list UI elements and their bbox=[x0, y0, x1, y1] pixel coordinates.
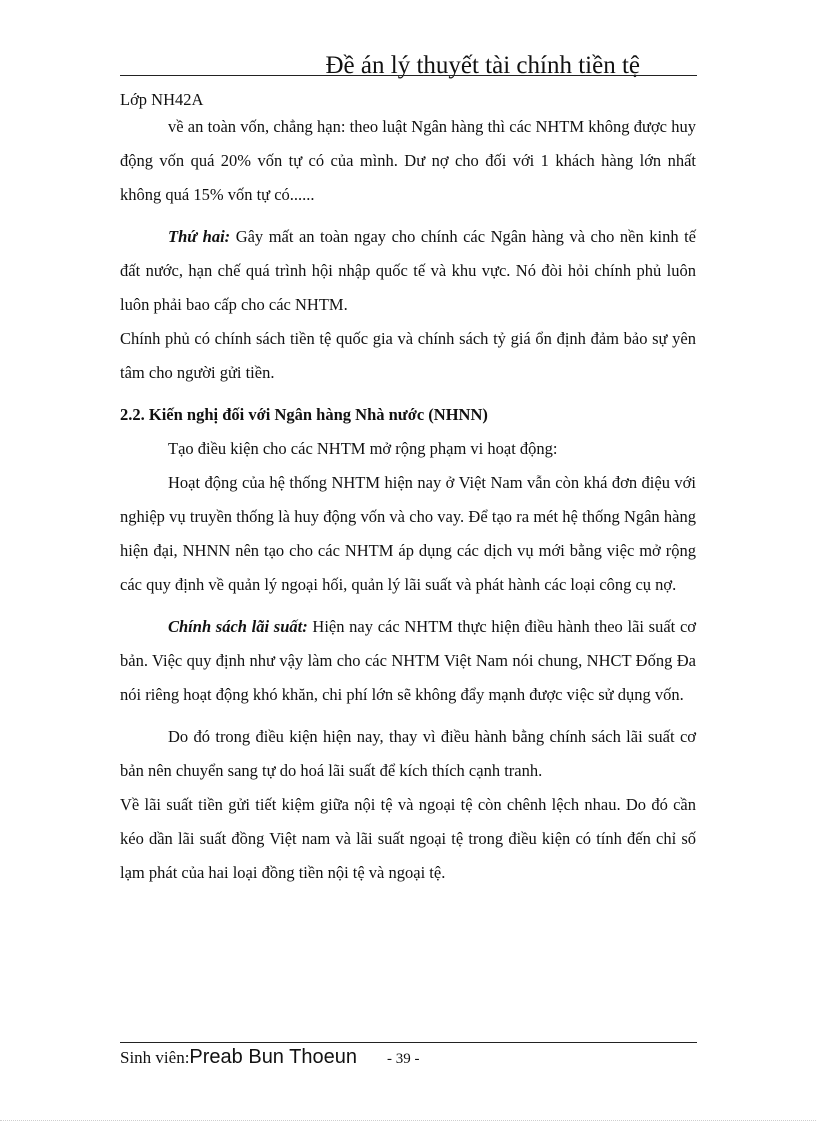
second-point-lead: Thứ hai: bbox=[168, 227, 231, 246]
class-label: Lớp NH42A bbox=[120, 90, 204, 109]
page-footer bbox=[120, 1046, 419, 1069]
paragraph-deposit-rates: Về lãi suất tiền gửi tiết kiệm giữa nội tệ và ngoại tệ còn chênh lệch nhau. Do đó cần kéo dần lãi suất đồng Việt nam và lãi suất ngoại tệ trong điều kiện có tính đến chỉ số lạm phát của hai loại đồng tiền nội tệ và ngoại tệ. bbox=[120, 795, 696, 882]
paragraph-liberalization: Do đó trong điều kiện hiện nay, thay vì điều hành bằng chính sách lãi suất cơ bản nên chuyển sang tự do hoá lãi suất để kích thích cạnh tranh. bbox=[120, 727, 696, 780]
page-number: - 39 - bbox=[386, 1051, 420, 1067]
section-heading: 2.2. Kiến nghị đối với Ngân hàng Nhà nước (NHNN) bbox=[120, 405, 488, 424]
paragraph-conditions: Tạo điều kiện cho các NHTM mở rộng phạm vi hoạt động: bbox=[168, 439, 558, 458]
page-header-title: Đề án lý thuyết tài chính tiền tệ bbox=[325, 52, 640, 79]
paragraph-interest-policy bbox=[120, 610, 696, 712]
header-divider bbox=[120, 75, 697, 76]
paragraph-nhtm-activities: Hoạt động của hệ thống NHTM hiện nay ở Việt Nam vẫn còn khá đơn điệu với nghiệp vụ truyền thống là huy động vốn và cho vay. Để tạo ra mét hệ thống Ngân hàng hiện đại, NHNN nên tạo cho các NHTM áp dụng các dịch vụ mới bằng việc mở rộng các quy định về quản lý ngoại hối, quản lý lãi suất và phát hành các loại công cụ nợ. bbox=[120, 473, 696, 594]
footer-divider bbox=[120, 1042, 697, 1043]
interest-policy-text: Hiện nay các NHTM thực hiện điều hành theo lãi suất cơ bản. Việc quy định như vậy làm cho các NHTM Việt Nam nói chung, NHCT Đống Đa nói riêng hoạt động khó khăn, chi phí lớn sẽ không đẩy mạnh được việc sử dụng vốn. bbox=[120, 617, 696, 704]
paragraph-second-point bbox=[120, 220, 696, 322]
document-body bbox=[120, 110, 696, 890]
page-edge-divider bbox=[0, 1120, 816, 1121]
footer-student-label: Sinh viên: bbox=[120, 1048, 190, 1067]
footer-student-name: Preab Bun Thoeun bbox=[189, 1046, 357, 1068]
second-point-text: Gây mất an toàn ngay cho chính các Ngân hàng và cho nền kinh tế đất nước, hạn chế quá trình hội nhập quốc tế và khu vực. Nó đòi hỏi chính phủ luôn luôn phải bao cấp cho các NHTM. bbox=[120, 227, 696, 314]
paragraph-government-policy: Chính phủ có chính sách tiền tệ quốc gia và chính sách tỷ giá ổn định đảm bảo sự yên tâm cho người gửi tiền. bbox=[120, 329, 696, 382]
paragraph-capital-safety: về an toàn vốn, chẳng hạn: theo luật Ngân hàng thì các NHTM không được huy động vốn quá 20% vốn tự có của mình. Dư nợ cho đối với 1 khách hàng lớn nhất không quá 15% vốn tự có...... bbox=[120, 117, 696, 204]
interest-policy-lead: Chính sách lãi suất: bbox=[168, 617, 308, 636]
